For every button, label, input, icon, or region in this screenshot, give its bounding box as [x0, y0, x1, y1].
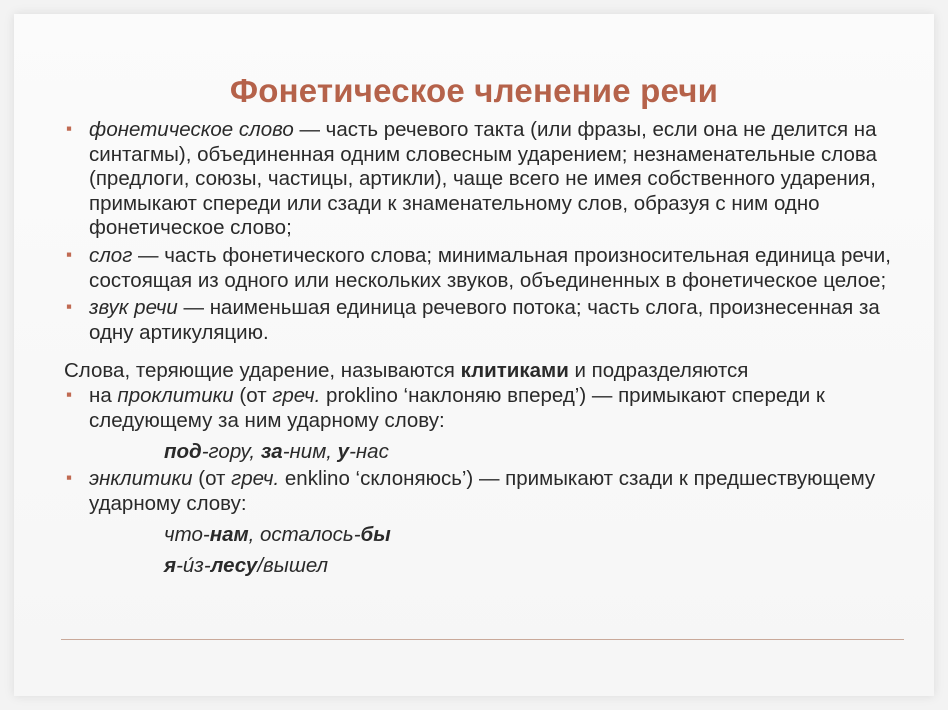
bullet-marker-icon: ▪: [66, 468, 73, 488]
intro-text: Слова, теряющие ударение, называются: [64, 359, 461, 383]
bullet-marker-icon: ▪: [66, 244, 73, 264]
bullet-proclitics: [64, 384, 924, 433]
slide-content: [64, 118, 924, 581]
example-stressed-word: бы: [360, 523, 391, 547]
example-text: -и́з-: [176, 554, 211, 578]
example-text: что-: [164, 523, 210, 547]
definition: — часть речевого такта (или фразы, если она не делится на синтагмы), объединенная одним словесным ударением; незнаменательные слова (предлоги, союзы, частицы, артикли), чаще всего не имея собственного ударения, примыкают спереди или сзади к знаменательному слов, образуя с ним одно фонетическое слово;: [89, 118, 877, 240]
enclitics-examples: [64, 519, 924, 581]
example-text: -гору,: [201, 440, 261, 464]
bullet-enclitics: [64, 467, 924, 516]
intro-text: и подразделяются: [568, 359, 749, 383]
bullet-syllable: [64, 244, 924, 293]
etymology: enklino ‘склоняюсь’) — примыкают сзади к предшествующему ударному слову:: [89, 467, 876, 515]
example-stressed-word: нам: [209, 523, 249, 547]
prefix: на: [89, 383, 118, 407]
definition: — часть фонетического слова; минимальная произносительная единица речи, состоящая из одного или нескольких звуков, объединенных в фонетическое целое;: [89, 243, 891, 292]
proclitics-examples: [64, 436, 924, 467]
clitics-intro: [64, 359, 924, 384]
example-line: [64, 436, 924, 467]
example-stressed-word: у: [337, 440, 350, 464]
example-stressed-word: я: [164, 554, 177, 578]
term: проклитики: [117, 383, 234, 407]
bullet-marker-icon: ▪: [66, 119, 73, 138]
bullet-marker-icon: ▪: [66, 384, 73, 404]
example-line: [64, 550, 924, 581]
bullet-phonetic-word: [64, 118, 924, 241]
example-stressed-word: за: [260, 440, 283, 464]
example-text: /вышел: [257, 554, 329, 578]
bullet-marker-icon: ▪: [66, 297, 73, 317]
term: слог: [89, 243, 133, 267]
paren: (от: [192, 467, 232, 491]
term: энклитики: [89, 467, 193, 491]
bullet-speech-sound: [64, 296, 924, 345]
etymology: proklino ‘наклоняю вперед’) — примыкают спереди к следующему за ним ударному слову:: [89, 383, 825, 432]
paren: (от: [233, 383, 273, 407]
example-stressed-word: под: [164, 440, 202, 464]
lang-abbrev: греч.: [231, 467, 280, 491]
slide-title: Фонетическое членение речи: [229, 72, 719, 109]
lang-abbrev: греч.: [272, 383, 321, 407]
slide: [14, 14, 934, 696]
example-text: , осталось-: [248, 523, 361, 547]
term: фонетическое слово: [89, 118, 294, 141]
intro-term: клитиками: [460, 359, 569, 383]
example-stressed-word: лесу: [210, 554, 258, 578]
term: звук речи: [89, 296, 178, 320]
definition: — наименьшая единица речевого потока; часть слога, произнесенная за одну артикуляцию.: [89, 296, 880, 344]
footer-divider: [61, 639, 904, 640]
example-text: -нас: [349, 440, 389, 464]
example-text: -ним,: [282, 440, 338, 464]
example-line: [64, 519, 924, 550]
